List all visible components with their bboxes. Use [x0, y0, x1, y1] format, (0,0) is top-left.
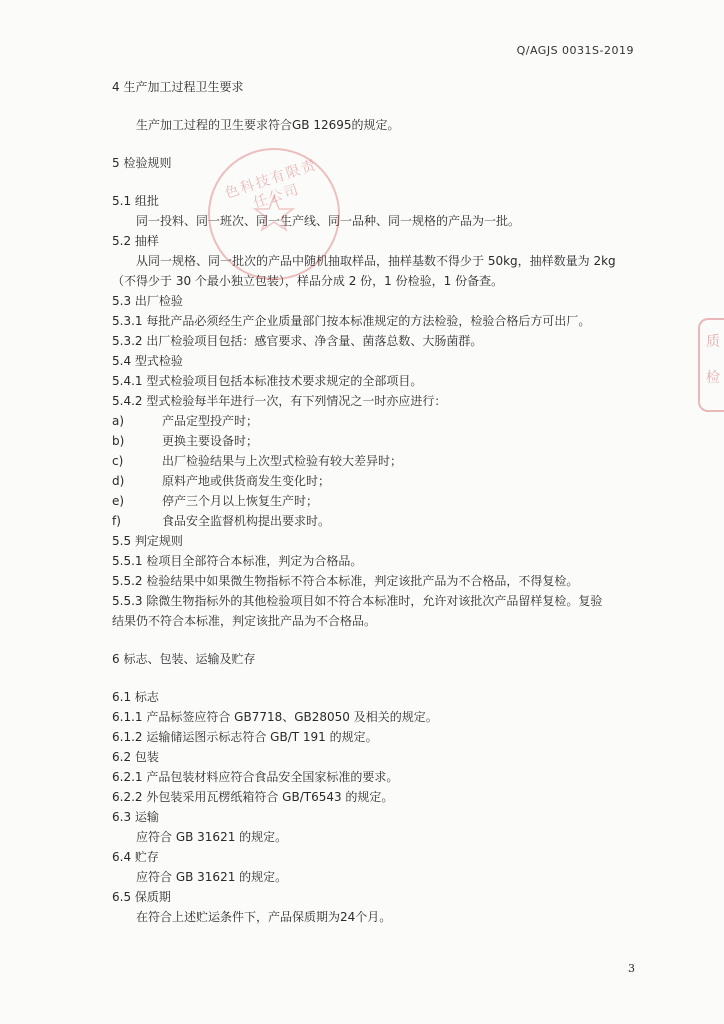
subsection-heading: 5.3 出厂检验	[112, 294, 183, 308]
list-marker: c)	[112, 454, 124, 468]
clause: 5.5.1 检项目全部符合本标准，判定为合格品。	[112, 554, 363, 568]
list-item: 出厂检验结果与上次型式检验有较大差异时；	[162, 454, 403, 468]
paragraph: 从同一规格、同一批次的产品中随机抽取样品，抽样基数不得少于 50kg，抽样数量为 2kg	[136, 254, 616, 268]
section-4-heading: 4 生产加工过程卫生要求	[112, 80, 244, 94]
list-marker: d)	[112, 474, 125, 488]
clause: 5.5.3 除微生物指标外的其他检验项目如不符合本标准时，允许对该批次产品留样复检。复验	[112, 594, 603, 608]
list-item: 停产三个月以上恢复生产时；	[162, 494, 319, 508]
paragraph: 在符合上述贮运条件下，产品保质期为24个月。	[136, 910, 392, 924]
subsection-heading: 5.1 组批	[112, 194, 159, 208]
paragraph: 应符合 GB 31621 的规定。	[136, 870, 288, 884]
paragraph: 应符合 GB 31621 的规定。	[136, 830, 288, 844]
subsection-heading: 6.2 包装	[112, 750, 159, 764]
list-marker: b)	[112, 434, 125, 448]
list-marker: e)	[112, 494, 125, 508]
subsection-heading: 5.4 型式检验	[112, 354, 183, 368]
clause: 5.3.1 每批产品必须经生产企业质量部门按本标准规定的方法检验，检验合格后方可出厂。	[112, 314, 591, 328]
edge-stamp-char: 质	[706, 334, 720, 350]
subsection-heading: 5.5 判定规则	[112, 534, 183, 548]
list-item: 更换主要设备时；	[162, 434, 259, 448]
seal-text: 色科技有限责任公司	[223, 156, 320, 212]
standard-code: Q/AGJS 0031S-2019	[516, 44, 634, 57]
list-marker: f)	[112, 514, 121, 528]
clause: 5.4.1 型式检验项目包括本标准技术要求规定的全部项目。	[112, 374, 423, 388]
paragraph: （不得少于 30 个最小独立包装），样品分成 2 份，1 份检验，1 份备查。	[112, 274, 504, 288]
list-marker: a)	[112, 414, 125, 428]
subsection-heading: 6.3 运输	[112, 810, 159, 824]
clause: 6.1.1 产品标签应符合 GB7718、GB28050 及相关的规定。	[112, 710, 438, 724]
list-item: 产品定型投产时；	[162, 414, 259, 428]
clause: 5.4.2 型式检验每半年进行一次，有下列情况之一时亦应进行：	[112, 394, 447, 408]
clause: 6.1.2 运输储运图示标志符合 GB/T 191 的规定。	[112, 730, 378, 744]
subsection-heading: 6.1 标志	[112, 690, 159, 704]
page-number: 3	[628, 962, 635, 975]
paragraph: 同一投料、同一班次、同一生产线、同一品种、同一规格的产品为一批。	[136, 214, 521, 228]
paragraph: 生产加工过程的卫生要求符合GB 12695的规定。	[136, 118, 400, 132]
subsection-heading: 5.2 抽样	[112, 234, 159, 248]
section-5-heading: 5 检验规则	[112, 156, 172, 170]
partial-edge-stamp	[698, 318, 724, 412]
clause: 结果仍不符合本标准，判定该批产品为不合格品。	[112, 614, 377, 628]
list-item: 食品安全监督机构提出要求时。	[162, 514, 331, 528]
clause: 5.3.2 出厂检验项目包括：感官要求、净含量、菌落总数、大肠菌群。	[112, 334, 483, 348]
subsection-heading: 6.5 保质期	[112, 890, 171, 904]
clause: 6.2.2 外包装采用瓦楞纸箱符合 GB/T6543 的规定。	[112, 790, 394, 804]
subsection-heading: 6.4 贮存	[112, 850, 159, 864]
list-item: 原料产地或供货商发生变化时；	[162, 474, 331, 488]
edge-stamp-char: 检	[706, 370, 720, 386]
clause: 6.2.1 产品包装材料应符合食品安全国家标准的要求。	[112, 770, 399, 784]
section-6-heading: 6 标志、包装、运输及贮存	[112, 652, 256, 666]
clause: 5.5.2 检验结果中如果微生物指标不符合本标准，判定该批产品为不合格品，不得复检。	[112, 574, 579, 588]
